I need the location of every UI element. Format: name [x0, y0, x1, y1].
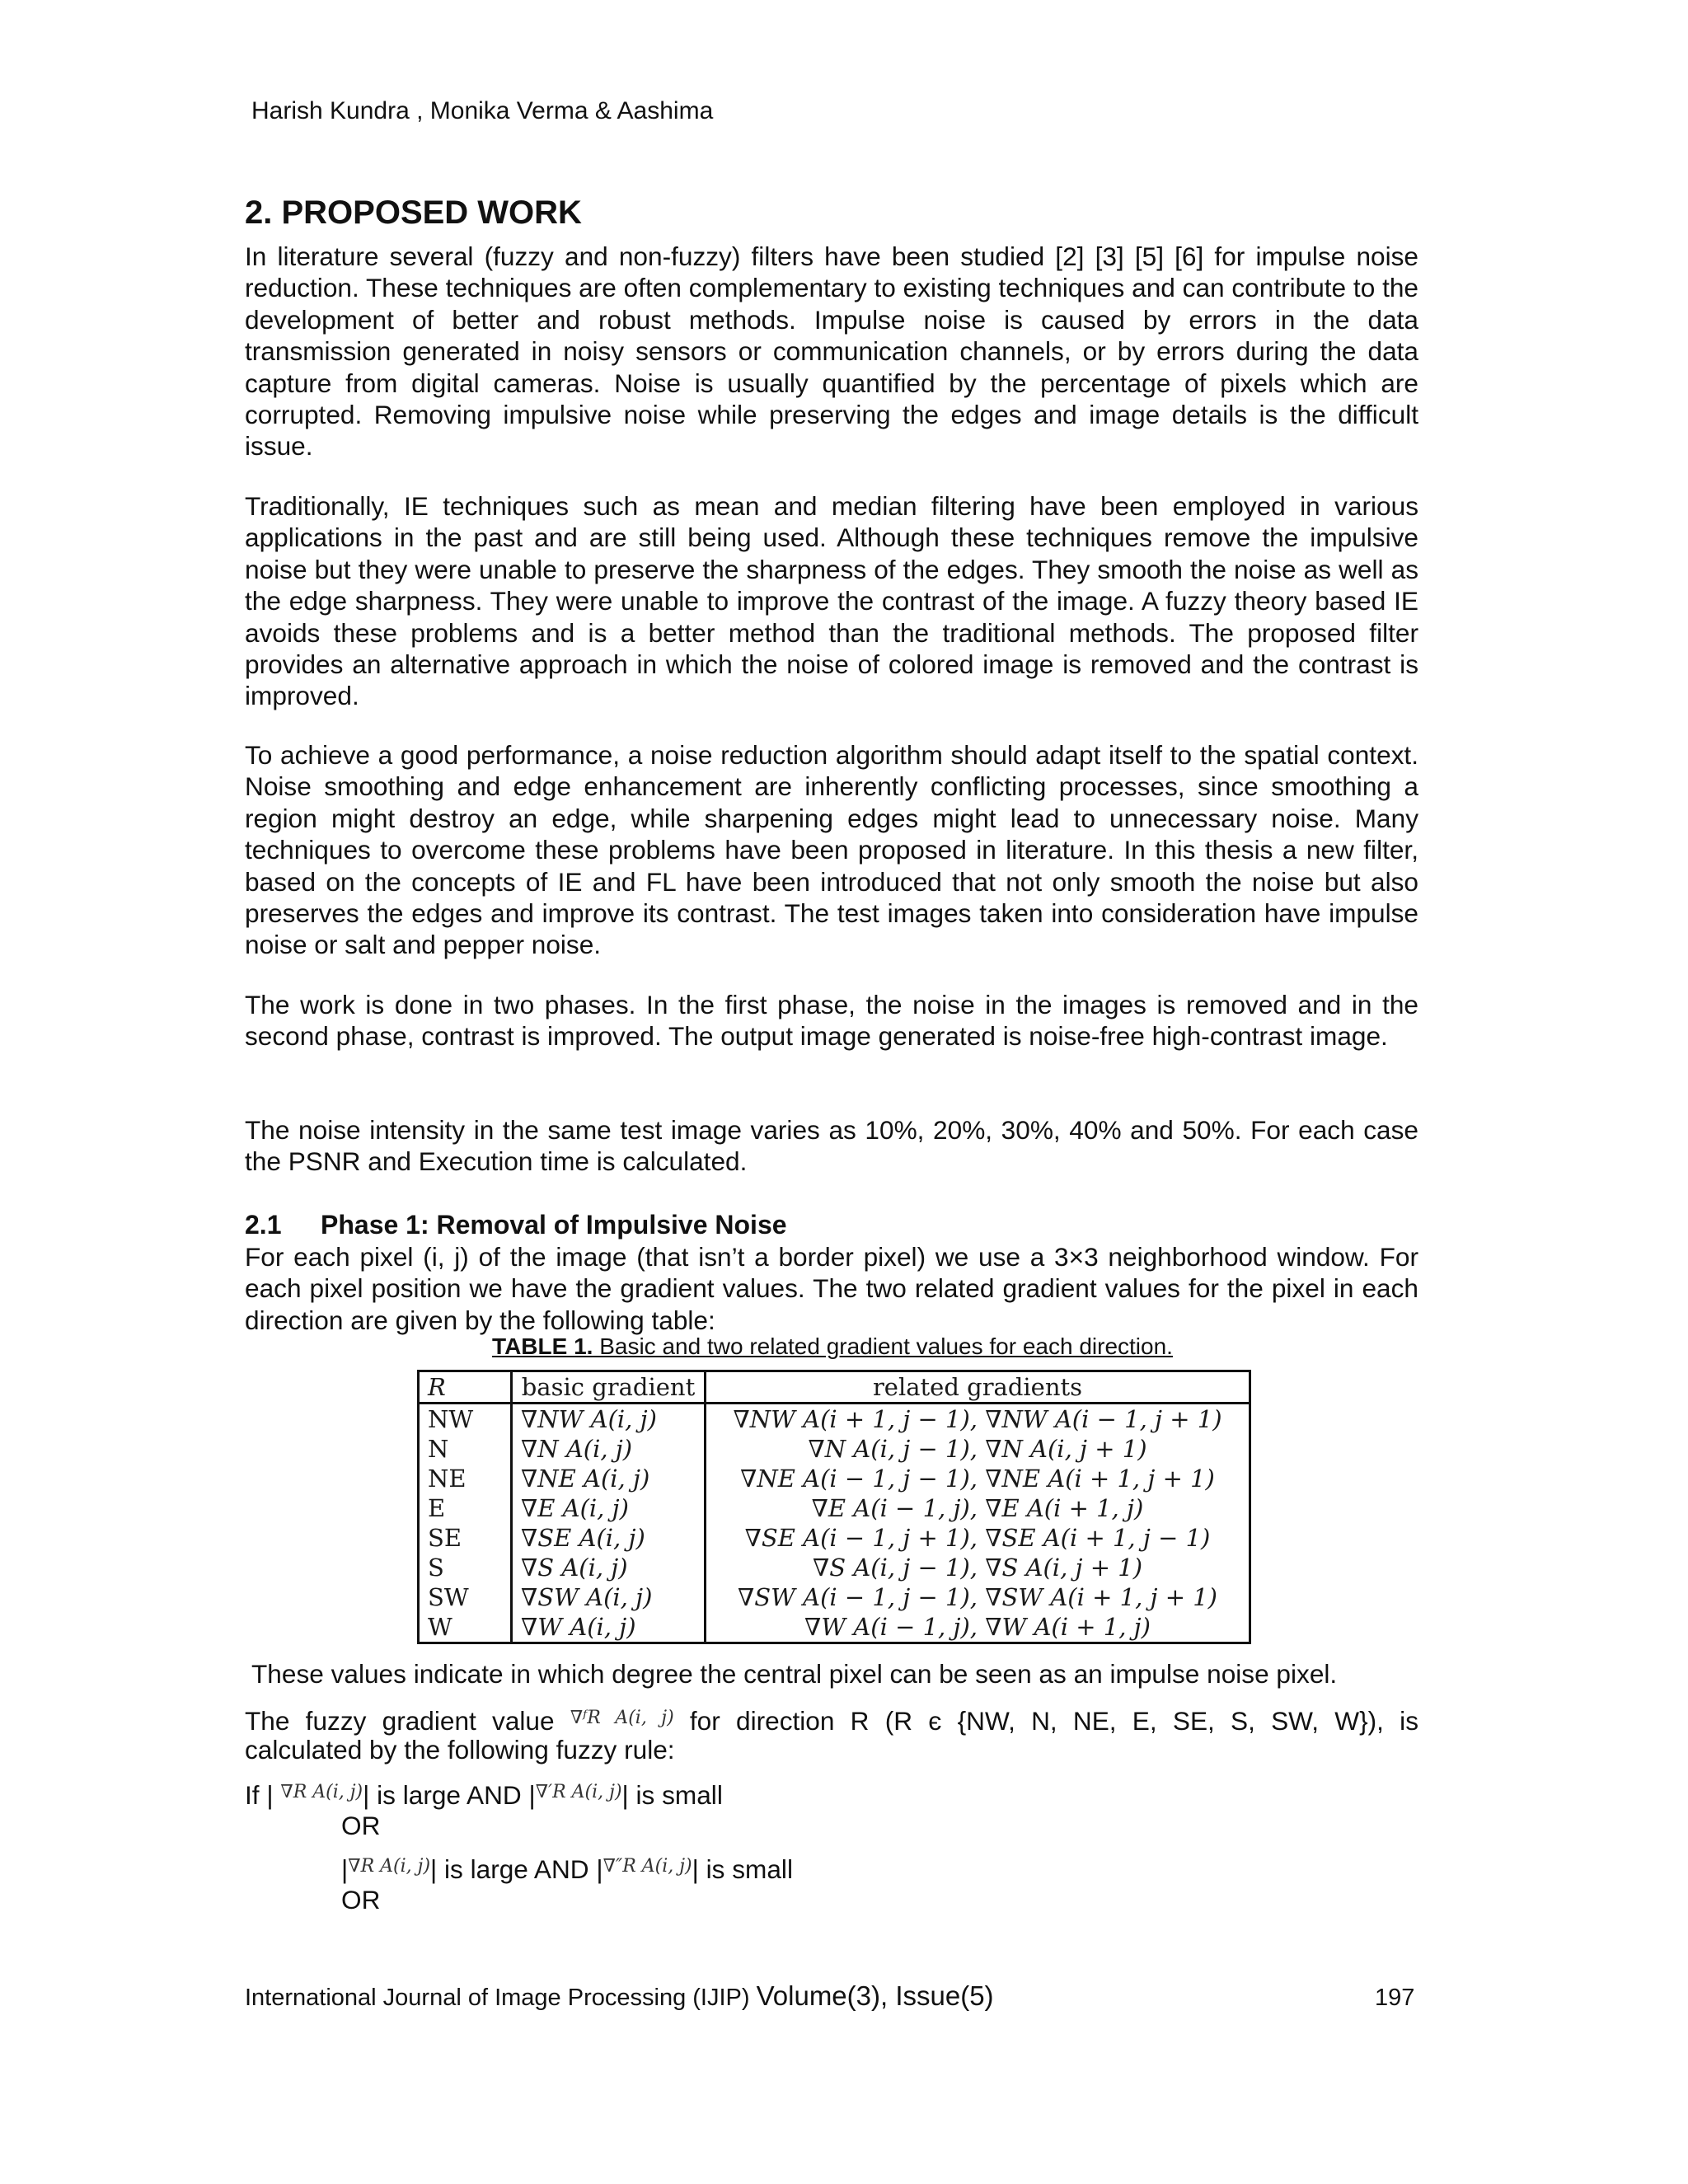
- cell-direction: E: [419, 1493, 512, 1523]
- cell-related-gradients: ∇E A(i − 1, j), ∇E A(i + 1, j): [811, 1494, 1144, 1522]
- rule-small: | is small: [621, 1780, 723, 1810]
- cell-related-gradients: ∇W A(i − 1, j), ∇W A(i + 1, j): [804, 1613, 1151, 1641]
- gradient-table: [417, 1370, 1251, 1644]
- rule-large-and-2: | is large AND |: [430, 1854, 603, 1884]
- subsection-number: 2.1: [245, 1210, 282, 1240]
- table-row: [419, 1404, 1250, 1435]
- rule-or-1: OR: [341, 1811, 381, 1840]
- table-row: [419, 1434, 1250, 1464]
- cell-direction: NE: [419, 1464, 512, 1493]
- cell-direction: NW: [419, 1404, 512, 1435]
- paragraph-4: The work is done in two phases. In the first phase, the noise in the images is removed and in the second phase, contrast is improved. The output image generated is noise-free high-contrast image.: [245, 990, 1418, 1052]
- paragraph-6: For each pixel (i, j) of the image (that isn’t a border pixel) we use a 3×3 neighborhood window. For each pixel position we have the gradient values. The two related gradient values for the pixel in each direction are given by the following table:: [245, 1242, 1418, 1335]
- table-row: [419, 1582, 1250, 1612]
- cell-basic-gradient: ∇W A(i, j): [512, 1612, 706, 1643]
- cell-direction: S: [419, 1553, 512, 1582]
- header-related-gradients: related gradients: [706, 1371, 1250, 1404]
- rule-if-label: If |: [245, 1780, 274, 1810]
- rule-or-2: OR: [341, 1885, 381, 1915]
- cell-basic-gradient: ∇NW A(i, j): [512, 1404, 706, 1435]
- table-row: [419, 1493, 1250, 1523]
- after-table-line-1: These values indicate in which degree the central pixel can be seen as an impulse noise pixel.: [251, 1659, 1338, 1689]
- cell-basic-gradient: ∇NE A(i, j): [512, 1464, 706, 1493]
- subsection-title: Phase 1: Removal of Impulsive Noise: [321, 1210, 787, 1240]
- fuzzy-gradient-text-post: for direction R (R є {NW, N, NE, E, SE, S, SW, W}), is: [689, 1706, 1418, 1736]
- cell-related-gradients: ∇S A(i, j − 1), ∇S A(i, j + 1): [812, 1554, 1143, 1582]
- section-title: 2. PROPOSED WORK: [245, 194, 582, 231]
- rule-small-2: | is small: [692, 1854, 793, 1884]
- fuzzy-gradient-math: ∇ᶠR A(i, j): [570, 1708, 674, 1728]
- after-table-line-3: calculated by the following fuzzy rule:: [245, 1735, 675, 1765]
- cell-related-gradients: ∇SW A(i − 1, j − 1), ∇SW A(i + 1, j + 1): [737, 1583, 1217, 1611]
- header-basic-gradient: basic gradient: [512, 1371, 706, 1404]
- paragraph-2: Traditionally, IE techniques such as mean and median filtering have been employed in various applications in the past and are still being used. Although these techniques remove the impulsive noise but they were unable to preserve the sharpness of the edges. They smooth the noise as well as the edge sharpness. They were unable to improve the contrast of the image. A fuzzy theory based IE avoids these problems and is a better method than the traditional methods. The proposed filter provides an alternative approach in which the noise of colored image is removed and the contrast is improved.: [245, 491, 1418, 711]
- table-row: [419, 1553, 1250, 1582]
- rule-bar: |: [341, 1854, 349, 1884]
- cell-basic-gradient: ∇SW A(i, j): [512, 1582, 706, 1612]
- subsection-heading: [245, 1210, 787, 1240]
- running-header: Harish Kundra , Monika Verma & Aashima: [251, 97, 714, 124]
- cell-direction: W: [419, 1612, 512, 1643]
- paragraph-1: In literature several (fuzzy and non-fuzzy) filters have been studied [2] [3] [5] [6] for impulse noise reduction. These techniques are often complementary to existing techniques and can contribute to the development of better and robust methods. Impulse noise is caused by errors in the data transmission generated in noisy sensors or communication channels, or by errors during the data capture from digital cameras. Noise is usually quantified by the percentage of pixels which are corrupted. Removing impulsive noise while preserving the edges and image details is the difficult issue.: [245, 241, 1418, 462]
- cell-related-gradients: ∇N A(i, j − 1), ∇N A(i, j + 1): [808, 1435, 1147, 1463]
- cell-direction: N: [419, 1434, 512, 1464]
- cell-basic-gradient: ∇SE A(i, j): [512, 1523, 706, 1553]
- cell-related-gradients: ∇NE A(i − 1, j − 1), ∇NE A(i + 1, j + 1): [740, 1465, 1215, 1493]
- cell-basic-gradient: ∇S A(i, j): [512, 1553, 706, 1582]
- rule-if-line: [245, 1777, 1418, 1811]
- rule-math-prime: ∇′R A(i, j): [535, 1782, 622, 1802]
- table-caption-label: TABLE 1.: [492, 1333, 593, 1359]
- table-row: [419, 1464, 1250, 1493]
- cell-direction: SW: [419, 1582, 512, 1612]
- rule-second-line: [341, 1851, 1515, 1885]
- fuzzy-gradient-text-pre: The fuzzy gradient value: [245, 1706, 570, 1736]
- rule-math-basic-2: ∇R A(i, j): [348, 1856, 431, 1877]
- table-header-row: [419, 1371, 1250, 1404]
- cell-related-gradients: ∇NW A(i + 1, j − 1), ∇NW A(i − 1, j + 1): [733, 1405, 1222, 1433]
- cell-related-gradients: ∇SE A(i − 1, j + 1), ∇SE A(i + 1, j − 1): [744, 1524, 1211, 1552]
- page-number: 197: [1375, 1985, 1415, 2011]
- rule-math-basic: ∇R A(i, j): [280, 1782, 363, 1802]
- footer-journal-name: International Journal of Image Processing (IJIP): [245, 1985, 757, 2011]
- footer-volume: Volume(3), Issue(5): [756, 1980, 994, 2011]
- table-row: [419, 1612, 1250, 1643]
- footer-journal: [245, 1980, 994, 2012]
- paragraph-3: To achieve a good performance, a noise reduction algorithm should adapt itself to the spatial context. Noise smoothing and edge enhancement are inherently conflicting processes, since smoothing a region might destroy an edge, while sharpening edges might lead to unnecessary noise. Many techniques to overcome these problems have been proposed in literature. In this thesis a new filter, based on the concepts of IE and FL have been introduced that not only smooth the noise but also preserves the edges and improve its contrast. The test images taken into consideration have impulse noise or salt and pepper noise.: [245, 740, 1418, 960]
- table-row: [419, 1523, 1250, 1553]
- paragraph-5: The noise intensity in the same test image varies as 10%, 20%, 30%, 40% and 50%. For each case the PSNR and Execution time is calculated.: [245, 1115, 1418, 1177]
- cell-basic-gradient: ∇E A(i, j): [512, 1493, 706, 1523]
- table-caption: [470, 1333, 1195, 1360]
- header-direction: R: [419, 1371, 512, 1404]
- rule-large-and: | is large AND |: [363, 1780, 536, 1810]
- cell-direction: SE: [419, 1523, 512, 1553]
- table-caption-text: Basic and two related gradient values for each direction.: [593, 1333, 1173, 1359]
- cell-basic-gradient: ∇N A(i, j): [512, 1434, 706, 1464]
- fuzzy-gradient-line: [245, 1703, 1418, 1736]
- rule-math-double-prime: ∇″R A(i, j): [603, 1856, 692, 1877]
